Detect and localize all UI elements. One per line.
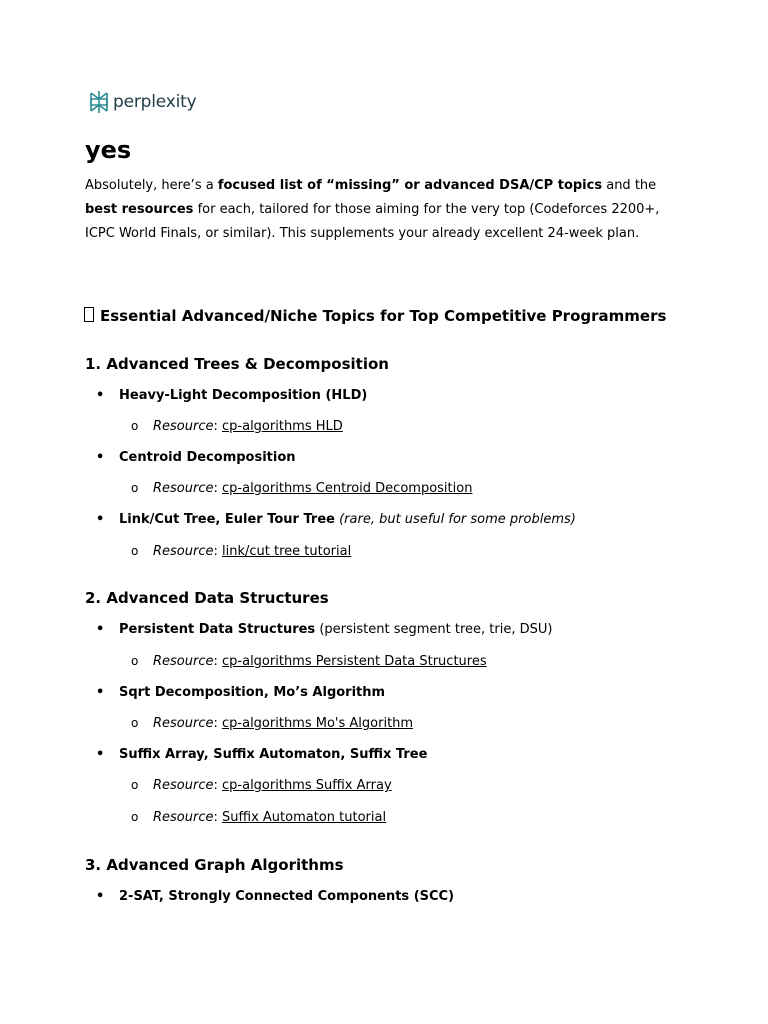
perplexity-logo-icon [89,90,109,114]
topic-item [96,449,296,467]
sub-bullet-icon: o [131,778,139,792]
intro-text-2: and the [602,178,657,193]
intro-bold-1: focused list of “missing” or advanced DSA/CP topics [217,178,603,193]
section-heading-1: 1. Advanced Trees & Decomposition [85,355,389,373]
resource-label: Resource [153,778,214,793]
bullet-icon: • [96,450,105,465]
sub-bullet-icon: o [131,654,139,668]
bullet-icon: • [96,388,105,403]
resource-label: Resource [153,544,214,559]
sub-bullet-icon: o [131,716,139,730]
main-heading [84,305,666,327]
main-heading-text: Essential Advanced/Niche Topics for Top Competitive Programmers [100,307,667,325]
resource-link[interactable]: Suffix Automaton tutorial [222,810,387,825]
bullet-icon: • [96,747,105,762]
resource-label: Resource [153,810,214,825]
bullet-icon: • [96,889,105,904]
resource-link[interactable]: cp-algorithms Centroid Decomposition [222,481,473,496]
topic-item [96,621,552,639]
brand-name: perplexity [113,92,197,112]
resource-link[interactable]: cp-algorithms Persistent Data Structures [222,654,487,669]
resource-item: o Resource: link/cut tree tutorial [131,544,352,559]
resource-link[interactable]: cp-algorithms Suffix Array [222,778,392,793]
sub-bullet-icon: o [131,419,139,433]
topic-item [96,888,454,906]
resource-link[interactable]: link/cut tree tutorial [222,544,352,559]
intro-paragraph [85,174,685,246]
resource-item: o Resource: cp-algorithms Mo's Algorithm [131,716,414,731]
topic-title: Centroid Decomposition [119,450,296,465]
page-title: yes [85,136,132,164]
bullet-icon: • [96,512,105,527]
resource-item: o Resource: cp-algorithms Suffix Array [131,778,392,793]
topic-item [96,746,427,764]
perplexity-logo [89,90,196,114]
resource-link[interactable]: cp-algorithms HLD [222,419,343,434]
section-heading-3: 3. Advanced Graph Algorithms [85,856,344,874]
resource-item: o Resource: Suffix Automaton tutorial [131,810,387,825]
topic-note: (persistent segment tree, trie, DSU) [315,622,553,637]
topic-title: Heavy-Light Decomposition (HLD) [119,388,368,403]
section-heading-2: 2. Advanced Data Structures [85,589,329,607]
resource-label: Resource [153,419,214,434]
topic-item [96,511,576,529]
sub-bullet-icon: o [131,544,139,558]
topic-item [96,684,385,702]
topic-title: Persistent Data Structures [119,622,316,637]
sub-bullet-icon: o [131,810,139,824]
resource-item: o Resource: cp-algorithms Centroid Decomposition [131,481,473,496]
sub-bullet-icon: o [131,481,139,495]
intro-text-3: for each, tailored for those aiming for the very top (Codeforces 2200+, ICPC World Finals, or similar). This supplements your already excellent 24-week plan. [85,202,660,241]
missing-glyph-icon [84,307,94,322]
resource-label: Resource [153,716,214,731]
bullet-icon: • [96,622,105,637]
resource-item: o Resource: cp-algorithms Persistent Data Structures [131,654,487,669]
topic-title: Suffix Array, Suffix Automaton, Suffix Tree [119,747,428,762]
bullet-icon: • [96,685,105,700]
intro-text-1: Absolutely, here’s a [85,178,218,193]
topic-title: 2-SAT, Strongly Connected Components (SCC) [119,889,455,904]
resource-label: Resource [153,654,214,669]
topic-note: (rare, but useful for some problems) [334,512,576,527]
resource-item: o Resource: cp-algorithms HLD [131,419,343,434]
resource-link[interactable]: cp-algorithms Mo's Algorithm [222,716,414,731]
topic-title: Sqrt Decomposition, Mo’s Algorithm [119,685,386,700]
topic-title: Link/Cut Tree, Euler Tour Tree [119,512,335,527]
topic-item [96,387,367,405]
intro-bold-2: best resources [85,202,194,217]
resource-label: Resource [153,481,214,496]
